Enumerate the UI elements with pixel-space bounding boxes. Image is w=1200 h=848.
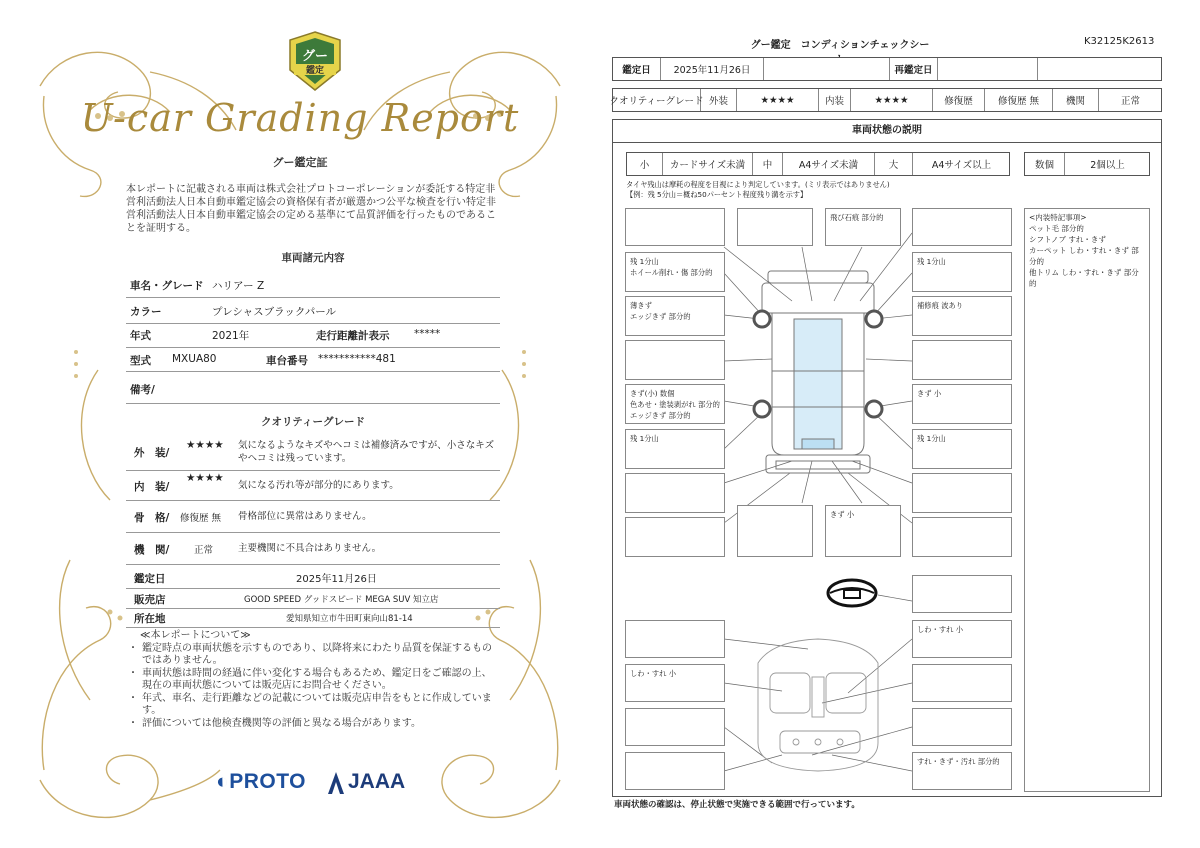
damage-box — [625, 340, 725, 380]
proto-logo: ◐PROTO — [216, 770, 306, 793]
date-row — [126, 565, 500, 589]
certificate-body: 本レポートに記載される車両は株式会社プロトコーポレーションが委託する特定非営利活動法人日本自動車鑑定協会の資格保有者が厳選かつ公平な検査を行い特定非営利活動法人日本自動車鑑定協会の定める基準にて品質評価を行ったものであることを証明する。 — [126, 184, 496, 234]
quality-section-title: クオリティーグレード — [261, 416, 365, 428]
interior-row — [126, 471, 500, 501]
steering-wheel-icon — [828, 580, 876, 606]
interior-box — [912, 664, 1012, 702]
svg-text:グー: グー — [301, 49, 329, 64]
engine-value: 正常 — [194, 545, 214, 556]
footer-note: 車両状態の確認は、停止状態で実施できる範囲で行っています。 — [614, 800, 860, 810]
grade-row-table — [609, 88, 1162, 112]
jaaa-logo: JAAA — [326, 770, 416, 799]
mileage-value: ***** — [414, 328, 441, 340]
address-value: 愛知県知立市牛田町東向山81-14 — [286, 614, 413, 624]
engine-label: 機関 — [1053, 89, 1099, 111]
interior-note: カーペット しわ・すれ・きず 部分的 — [1029, 246, 1139, 266]
interior-box-left: しわ・すれ 小 — [625, 664, 725, 702]
damage-box — [912, 473, 1012, 513]
size-small-desc: カードサイズ未満 — [663, 153, 753, 175]
badge-label: 鑑定 — [305, 66, 325, 76]
size-mid-desc: A4サイズ未満 — [783, 153, 875, 175]
size-small: 小 — [627, 153, 663, 175]
color-row — [126, 298, 500, 324]
kantei-date-label: 鑑定日 — [613, 58, 661, 80]
dealer-label: 販売店 — [134, 594, 166, 606]
interior-box-right-bottom: すれ・きず・汚れ 部分的 — [912, 752, 1012, 790]
jaaa-mark-icon — [326, 770, 346, 796]
document-code: K32125K2613 — [1084, 36, 1155, 47]
note-item: ・ 年式、車名、走行距離などの記載については販売店申告をもとに作成しています。 — [128, 693, 498, 718]
car-name-row — [126, 272, 500, 298]
repair-label: 修復歴 — [933, 89, 985, 111]
tire-box-front-right: 残 1分山 — [912, 252, 1012, 292]
tire-box-rear-right: 残 1分山 — [912, 429, 1012, 469]
notes-title: ≪本レポートについて≫ — [140, 630, 251, 641]
frame-row — [126, 501, 500, 533]
date-value: 2025年11月26日 — [296, 574, 377, 585]
interior-box — [625, 708, 725, 746]
check-sheet-title: グー鑑定 コンディションチェックシー — [750, 40, 930, 51]
car-name-value: ハリアー Z — [212, 280, 265, 292]
date-row-table — [612, 57, 1162, 81]
tire-note-line-2: 【例：残 5分山＝概ね50パーセント程度残り溝を示す】 — [626, 190, 808, 199]
engine-row — [126, 533, 500, 565]
model-row — [126, 348, 500, 372]
color-label: カラー — [130, 306, 162, 318]
chassis-label: 車台番号 — [266, 355, 308, 367]
repair-value: 修復歴 無 — [985, 89, 1053, 111]
spec-section-title: 車両諸元内容 — [281, 252, 345, 264]
address-row — [126, 609, 500, 628]
tire-box-front-left: 残 1分山 ホイール削れ・傷 部分的 — [625, 252, 725, 292]
year-value: 2021年 — [212, 330, 250, 342]
interior-stars: ★★★★ — [851, 89, 933, 111]
engine-value: 正常 — [1120, 96, 1140, 107]
damage-box-left-rear: きず(小) 数個 色あせ・塗装剥がれ 部分的 エッジきず 部分的 — [625, 384, 725, 424]
exterior-stars: ★★★★ — [737, 89, 819, 111]
interior-box — [912, 575, 1012, 613]
interior-stars: ★★★★ — [186, 472, 224, 484]
frame-value: 修復歴 無 — [180, 513, 222, 524]
proto-mark-icon: ◐ — [216, 770, 230, 793]
interior-note: シフトノブ すれ・きず — [1029, 235, 1106, 244]
goo-kantei-badge-icon — [286, 30, 344, 92]
condition-section-title: 車両状態の説明 — [612, 119, 1162, 143]
count-label: 数個 — [1025, 153, 1065, 175]
size-large-desc: A4サイズ以上 — [931, 160, 992, 171]
interior-notes-title: <内装特記事項> — [1029, 213, 1087, 222]
damage-box-right-front: 補修痕 波あり — [912, 296, 1012, 336]
count-desc: 2個以上 — [1090, 160, 1125, 171]
interior-label: 内装 — [819, 89, 851, 111]
damage-box-left-front: 薄きず エッジきず 部分的 — [625, 296, 725, 336]
interior-box — [625, 752, 725, 790]
chassis-value: ***********481 — [318, 353, 396, 365]
frame-label: 骨 格/ — [134, 512, 170, 524]
year-row — [126, 324, 500, 348]
year-label: 年式 — [130, 330, 151, 342]
model-value: MXUA80 — [172, 353, 217, 365]
size-large: 大 — [875, 153, 913, 175]
address-label: 所在地 — [134, 613, 166, 625]
damage-box — [625, 517, 725, 557]
note-item: ・ 評価については他検査機関等の評価と異なる場合があります。 — [128, 718, 498, 731]
check-sheet-header — [600, 36, 1200, 50]
mileage-label: 走行距離計表示 — [316, 330, 390, 342]
damage-box — [912, 208, 1012, 246]
damage-box — [737, 505, 813, 557]
engine-label: 機 関/ — [134, 544, 170, 556]
interior-box-right-1: しわ・すれ 小 — [912, 620, 1012, 658]
exterior-label: 外 装/ — [134, 447, 170, 459]
exterior-label: 外装 — [701, 89, 737, 111]
remarks-row — [126, 372, 500, 404]
model-label: 型式 — [130, 355, 151, 367]
damage-box-rear-center: きず 小 — [825, 505, 901, 557]
interior-desc: 気になる汚れ等が部分的にあります。 — [238, 480, 399, 491]
damage-box-top-center: 飛び石痕 部分的 — [825, 208, 901, 246]
interior-label: 内 装/ — [134, 481, 170, 493]
remarks-label: 備考/ — [130, 384, 155, 396]
damage-box — [912, 517, 1012, 557]
damage-box — [625, 208, 725, 246]
interior-note: 他トリム しわ・すれ・きず 部分的 — [1029, 268, 1139, 288]
note-item: ・ 鑑定時点の車両状態を示すものであり、以降将来にわたり品質を保証するものではありません。 — [128, 643, 498, 668]
frame-desc: 骨格部位に異常はありません。 — [238, 511, 372, 522]
dealer-value: GOOD SPEED グッドスピード MEGA SUV 知立店 — [244, 595, 439, 605]
dealer-row — [126, 589, 500, 609]
re-kantei-label: 再鑑定日 — [890, 58, 938, 80]
size-mid: 中 — [753, 153, 783, 175]
exterior-stars: ★★★★ — [186, 439, 224, 451]
tire-box-rear-left: 残 1分山 — [625, 429, 725, 469]
engine-desc: 主要機関に不具合はありません。 — [238, 543, 382, 554]
exterior-row — [126, 433, 500, 471]
damage-box — [625, 473, 725, 513]
interior-box — [625, 620, 725, 658]
damage-box-right-rear: きず 小 — [912, 384, 1012, 424]
report-script-title: U-car Grading Report — [80, 96, 520, 140]
tire-note-line-1: タイヤ残山は摩耗の程度を目視により判定しています。(ミリ表示ではありません) — [626, 180, 890, 189]
empty-cell — [764, 58, 890, 80]
interior-box — [912, 708, 1012, 746]
color-value: プレシャスブラックパール — [212, 306, 337, 318]
car-name-label: 車名・グレード — [130, 280, 204, 292]
interior-notes-box — [1024, 208, 1150, 792]
empty-cell — [1038, 58, 1162, 80]
kantei-date-value: 2025年11月26日 — [661, 58, 764, 80]
quality-grade-label: クオリティーグレード — [613, 89, 701, 111]
exterior-desc: 気になるようなキズやヘコミは補修済みですが、小さなキズやヘコミは残っています。 — [238, 440, 495, 464]
re-kantei-value — [938, 58, 1038, 80]
note-item: ・ 車両状態は時間の経過に伴い変化する場合もあるため、鑑定日をご確認の上、現在の車両状態については販売店にお問合せください。 — [128, 668, 498, 693]
damage-box — [912, 340, 1012, 380]
report-notes — [128, 630, 498, 730]
logo-area — [216, 770, 416, 800]
certificate-title: グー鑑定証 — [272, 156, 328, 169]
interior-note: ペット毛 部分的 — [1029, 224, 1084, 233]
damage-box — [737, 208, 813, 246]
date-label: 鑑定日 — [134, 573, 166, 585]
